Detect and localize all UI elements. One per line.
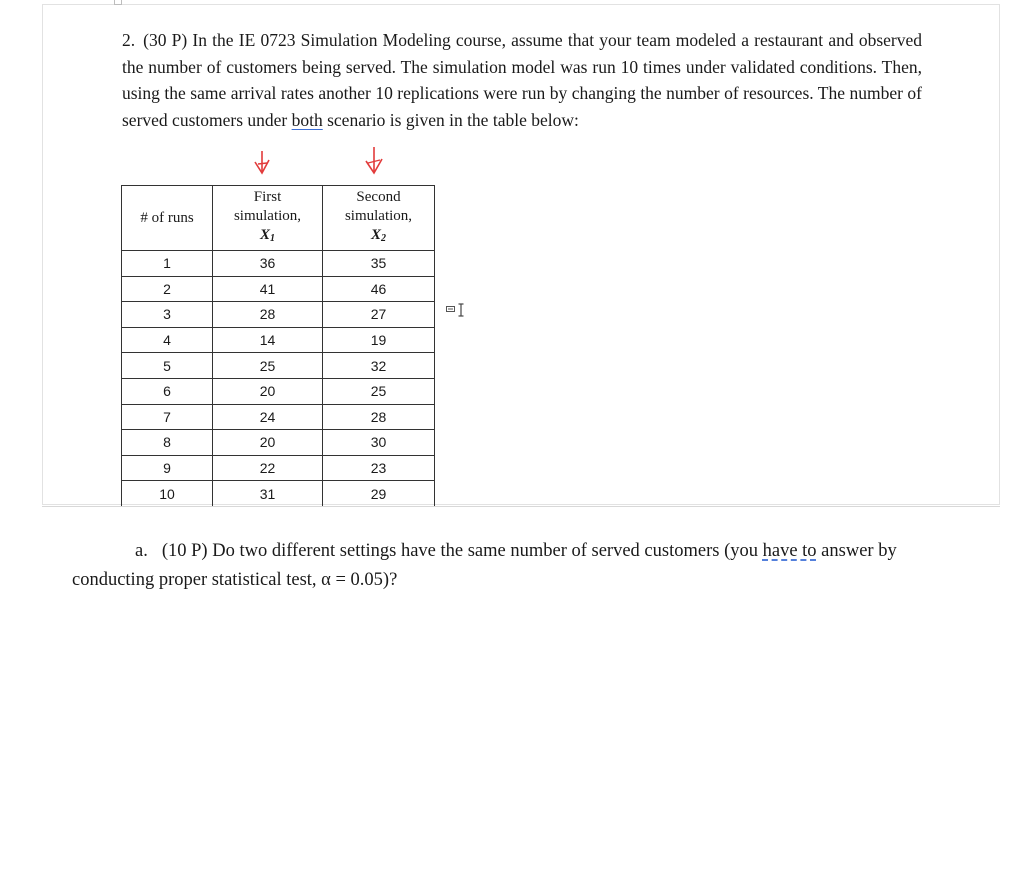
header-first-simulation bbox=[213, 186, 323, 251]
cell-x1: 24 bbox=[213, 404, 323, 430]
table-row bbox=[122, 430, 435, 456]
part-a-label: a. bbox=[135, 541, 148, 561]
cell-run: 9 bbox=[122, 455, 213, 481]
underlined-word-both: both bbox=[291, 109, 323, 130]
header-x2-line2: simulation, bbox=[344, 208, 413, 224]
cell-run: 8 bbox=[122, 430, 213, 456]
cell-x2: 30 bbox=[323, 430, 435, 456]
cell-x1: 28 bbox=[213, 302, 323, 328]
table-row bbox=[122, 302, 435, 328]
section-divider bbox=[42, 506, 1000, 507]
cell-x2: 35 bbox=[323, 251, 435, 277]
cell-run: 6 bbox=[122, 378, 213, 404]
header-x2-var: X bbox=[370, 227, 381, 243]
cell-x2: 23 bbox=[323, 455, 435, 481]
header-runs: # of runs bbox=[122, 186, 213, 251]
cell-x1: 14 bbox=[213, 327, 323, 353]
text-cursor-icon bbox=[446, 302, 468, 318]
part-a-question bbox=[72, 537, 962, 595]
header-x1-line2: simulation, bbox=[233, 208, 302, 224]
table-row bbox=[122, 327, 435, 353]
cell-x1: 31 bbox=[213, 481, 323, 507]
header-second-simulation bbox=[323, 186, 435, 251]
part-a-text-after: answer by conducting proper statistical test, α = 0.05)? bbox=[72, 541, 897, 590]
header-x1-var: X bbox=[259, 227, 270, 243]
simulation-results-table bbox=[121, 185, 435, 507]
red-arrow-x2-icon bbox=[361, 146, 387, 176]
cell-x2: 29 bbox=[323, 481, 435, 507]
cell-x2: 46 bbox=[323, 276, 435, 302]
table-row bbox=[122, 276, 435, 302]
table-row bbox=[122, 481, 435, 507]
cell-run: 1 bbox=[122, 251, 213, 277]
cell-run: 10 bbox=[122, 481, 213, 507]
page-corner-marker bbox=[114, 0, 122, 5]
cell-x1: 22 bbox=[213, 455, 323, 481]
question-2-text bbox=[122, 27, 922, 133]
table-row bbox=[122, 455, 435, 481]
cell-x2: 32 bbox=[323, 353, 435, 379]
question-text-after: scenario is given in the table below: bbox=[322, 109, 579, 130]
cell-x2: 27 bbox=[323, 302, 435, 328]
cell-run: 7 bbox=[122, 404, 213, 430]
table-row bbox=[122, 378, 435, 404]
red-arrow-x1-icon bbox=[250, 150, 274, 176]
cell-run: 5 bbox=[122, 353, 213, 379]
cell-x2: 28 bbox=[323, 404, 435, 430]
cell-x1: 25 bbox=[213, 353, 323, 379]
underlined-have-to: have to bbox=[762, 541, 817, 561]
cell-x1: 20 bbox=[213, 378, 323, 404]
cell-run: 3 bbox=[122, 302, 213, 328]
question-text-before: (30 P) In the IE 0723 Simulation Modeling course, assume that your team modeled a restaurant and observed the number of customers being served. The simulation model was run 10 times under validated conditions. Then, using the same arrival rates another 10 replications were run by changing the number of resources. The number of served customers under bbox=[122, 30, 922, 130]
header-x1-sub: 1 bbox=[270, 233, 275, 244]
table-row bbox=[122, 353, 435, 379]
header-x2-sub: 2 bbox=[381, 233, 386, 244]
cell-run: 2 bbox=[122, 276, 213, 302]
cell-x1: 36 bbox=[213, 251, 323, 277]
cell-x1: 20 bbox=[213, 430, 323, 456]
table-row bbox=[122, 251, 435, 277]
table-row bbox=[122, 404, 435, 430]
part-a-text-before: (10 P) Do two different settings have the same number of served customers (you bbox=[161, 541, 763, 561]
question-number: 2. bbox=[122, 30, 136, 50]
cell-x1: 41 bbox=[213, 276, 323, 302]
cell-run: 4 bbox=[122, 327, 213, 353]
cell-x2: 25 bbox=[323, 378, 435, 404]
header-x2-line1: Second bbox=[356, 189, 401, 205]
cell-x2: 19 bbox=[323, 327, 435, 353]
table-header-row bbox=[122, 186, 435, 251]
header-x1-line1: First bbox=[253, 189, 282, 205]
